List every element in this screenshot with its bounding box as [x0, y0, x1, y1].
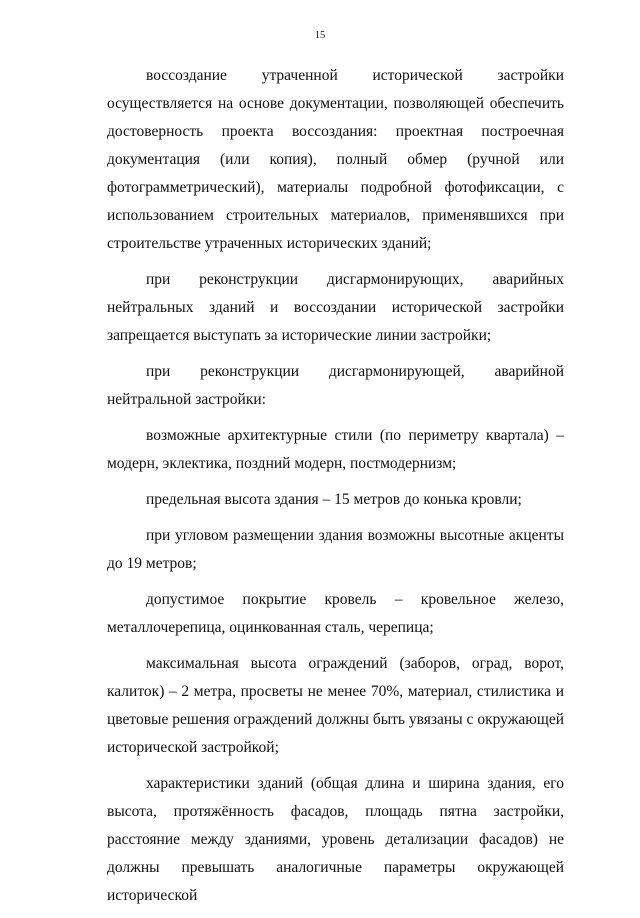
paragraph-corner-accents: при угловом размещении здания возможны высотные акценты до 19 метров; [107, 527, 564, 572]
paragraph-building-characteristics: характеристики зданий (общая длина и ширина здания, его высота, протяжённость фасадов, площадь пятна застройки, расстояние между зданиями, уровень детализации фасадов) не должны превышать аналогичные параметры окружающей исторической [107, 775, 564, 904]
paragraph-building-lines: при реконструкции дисгармонирующих, аварийных нейтральных зданий и воссоздании исторической застройки запрещается выступать за исторические линии застройки; [107, 271, 564, 344]
paragraph-reconstruction-heading: при реконструкции дисгармонирующей, аварийной нейтральной застройки: [107, 363, 564, 408]
document-body [107, 62, 564, 918]
paragraph-reconstruction-documentation: воссоздание утраченной исторической застройки осуществляется на основе документации, позволяющей обеспечить достоверность проекта воссоздания: проектная построечная документация (или копия), полный обмер (ручной или фотограмметрический), материалы подробной фотофиксации, с использованием строительных материалов, применявшихся при строительстве утраченных исторических зданий; [107, 67, 564, 252]
page-number: 15 [314, 30, 326, 41]
paragraph-architectural-styles: возможные архитектурные стили (по периметру квартала) – модерн, эклектика, поздний модерн, постмодернизм; [107, 427, 564, 472]
paragraph-fences: максимальная высота ограждений (заборов, оград, ворот, калиток) – 2 метра, просветы не менее 70%, материал, стилистика и цветовые решения ограждений должны быть увязаны с окружающей исторической застройкой; [107, 655, 564, 756]
paragraph-max-height: предельная высота здания – 15 метров до конька кровли; [146, 491, 522, 508]
paragraph-roofing: допустимое покрытие кровель – кровельное железо, металлочерепица, оцинкованная сталь, черепица; [107, 591, 564, 636]
